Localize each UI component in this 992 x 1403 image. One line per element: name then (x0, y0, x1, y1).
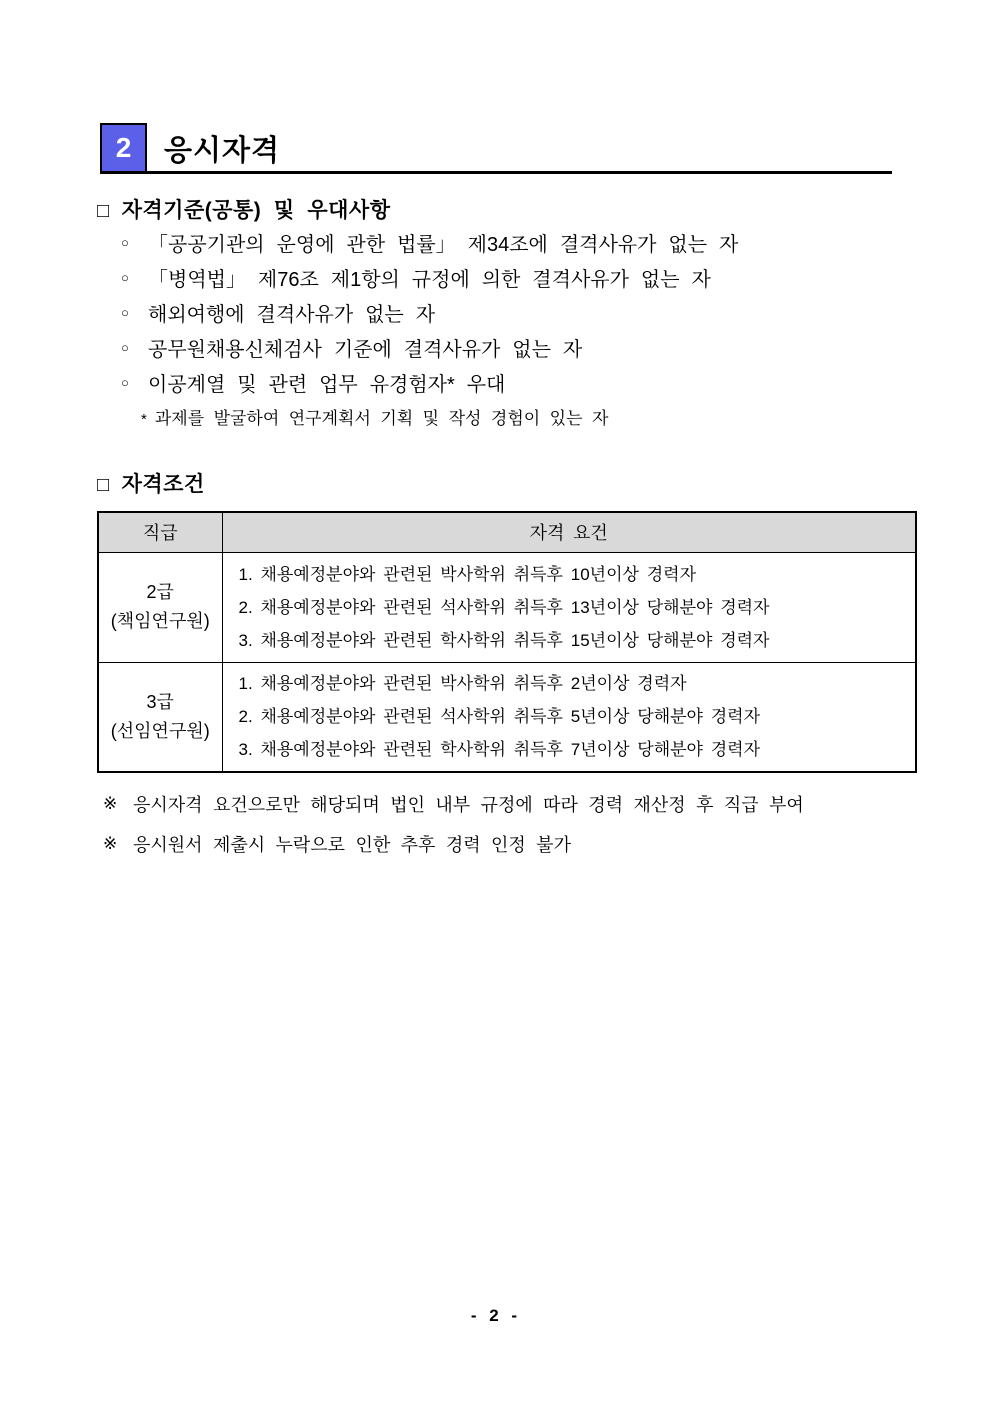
circle-bullet-icon: ○ (121, 270, 129, 285)
requirements-cell (222, 552, 916, 662)
reference-mark-icon: ※ (103, 834, 118, 853)
requirement-line: 2. 채용예정분야와 관련된 석사학위 취득후 5년이상 당해분야 경력자 (238, 707, 761, 727)
criteria-heading (97, 194, 391, 224)
requirement-line: 1. 채용예정분야와 관련된 박사학위 취득후 10년이상 경력자 (238, 564, 696, 584)
criteria-footnote (141, 404, 608, 429)
criteria-item-text: 공무원채용신체검사 기준에 결격사유가 없는 자 (148, 339, 583, 361)
requirement-line: 1. 채용예정분야와 관련된 박사학위 취득후 2년이상 경력자 (238, 674, 687, 694)
criteria-item-text: 이공계열 및 관련 업무 유경험자* 우대 (148, 374, 506, 396)
requirement-line: 2. 채용예정분야와 관련된 석사학위 취득후 13년이상 당해분야 경력자 (238, 597, 770, 617)
grade-cell (98, 662, 222, 772)
note-item (103, 824, 804, 864)
criteria-item (121, 330, 738, 365)
page-number: - 2 - (470, 1306, 522, 1325)
circle-bullet-icon: ○ (121, 305, 129, 320)
column-header-grade: 직급 (98, 512, 222, 552)
note-text: 응시원서 제출시 누락으로 인한 추후 경력 인정 불가 (133, 835, 571, 855)
criteria-item-text: 해외여행에 결격사유가 없는 자 (148, 304, 436, 326)
criteria-list (121, 225, 738, 400)
section-title-rule (100, 171, 892, 174)
circle-bullet-icon: ○ (121, 340, 129, 355)
grade-title: (책임연구원) (110, 611, 210, 631)
reference-notes (103, 784, 804, 864)
square-bullet-icon: □ (97, 200, 110, 222)
reference-mark-icon: ※ (103, 794, 118, 813)
qualification-table (97, 511, 917, 773)
criteria-item (121, 260, 738, 295)
criteria-footnote-text: 과제를 발굴하여 연구계획서 기획 및 작성 경험이 있는 자 (154, 409, 609, 428)
square-bullet-icon: □ (97, 474, 110, 496)
criteria-item-text: 「병역법」 제76조 제1항의 규정에 의한 결격사유가 없는 자 (148, 269, 711, 291)
section-title: 응시자격 (164, 135, 281, 167)
requirement-line: 3. 채용예정분야와 관련된 학사학위 취득후 15년이상 당해분야 경력자 (238, 630, 770, 650)
note-text: 응시자격 요건으로만 해당되며 법인 내부 규정에 따라 경력 재산정 후 직급 부여 (133, 795, 804, 815)
conditions-heading (97, 468, 205, 498)
circle-bullet-icon: ○ (121, 235, 129, 250)
criteria-item-text: 「공공기관의 운영에 관한 법률」 제34조에 결격사유가 없는 자 (148, 234, 739, 256)
grade-label: 3급 (146, 691, 174, 712)
section-number-badge (100, 123, 147, 171)
criteria-item (121, 295, 738, 330)
circle-bullet-icon: ○ (121, 375, 129, 390)
section-number: 2 (115, 132, 132, 163)
conditions-heading-label: 자격조건 (121, 473, 205, 496)
requirements-cell (222, 662, 916, 772)
criteria-item (121, 365, 738, 400)
table-row (98, 662, 916, 772)
criteria-heading-label: 자격기준(공통) 및 우대사항 (121, 199, 391, 222)
table-row (98, 552, 916, 662)
grade-title: (선임연구원) (110, 720, 210, 741)
column-header-requirements: 자격 요건 (222, 512, 916, 552)
criteria-item (121, 225, 738, 260)
grade-cell (98, 552, 222, 662)
asterisk-icon: * (141, 411, 147, 428)
requirement-line: 3. 채용예정분야와 관련된 학사학위 취득후 7년이상 당해분야 경력자 (238, 740, 761, 760)
table-header-row (98, 512, 916, 552)
grade-label: 2급 (146, 582, 174, 602)
note-item (103, 784, 804, 824)
